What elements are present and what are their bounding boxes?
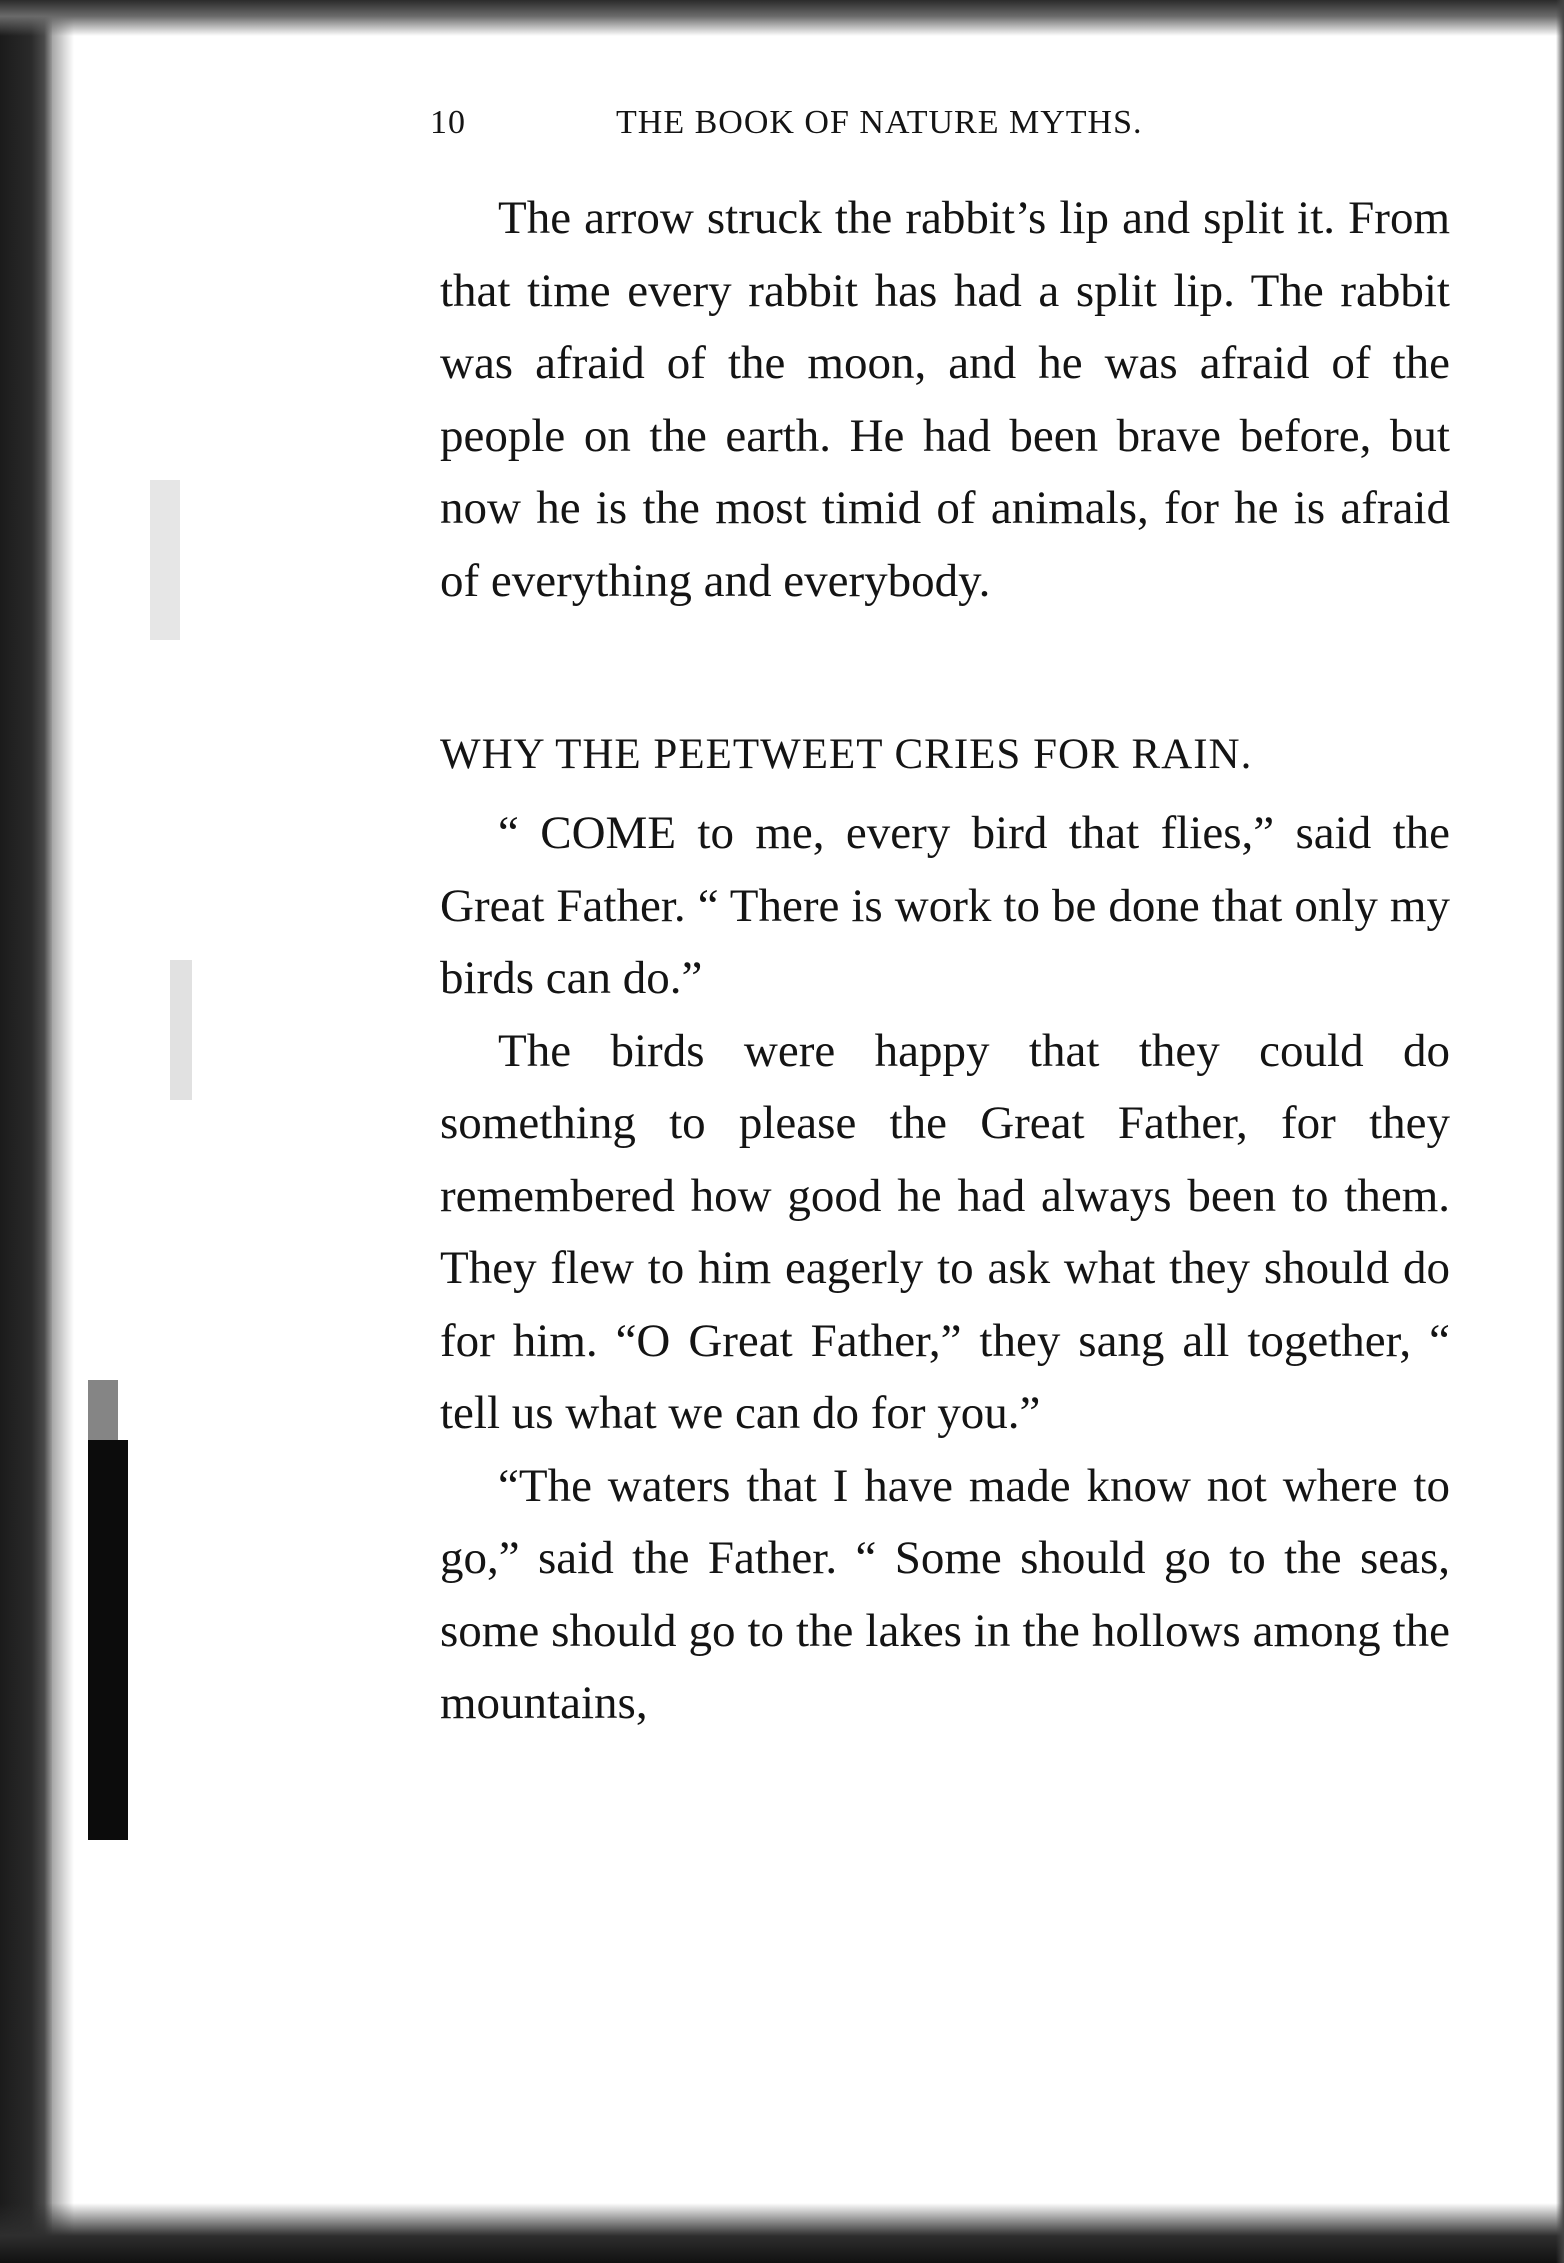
margin-ink-smudge [88, 1440, 128, 1840]
margin-ink-smudge [88, 1380, 118, 1440]
paragraph-rabbit-ending: The arrow struck the rabbit’s lip and split it. From that time every rabbit has had a split lip. The rabbit was afraid of the moon, and he was afraid of the people on the earth. He had been brave before, but now he is the most timid of animals, for he is afraid of everything and everybody. [440, 192, 1450, 607]
paragraph: “The waters that I have made know not where to go,” said the Father. “ Some should go to the seas, some should go to the lakes in the hollows among the mountains, [440, 1459, 1450, 1729]
margin-ink-smudge [150, 480, 180, 640]
running-title: THE BOOK OF NATURE MYTHS. [616, 104, 1143, 141]
paragraph: The birds were happy that they could do something to please the Great Father, for they remembered how good he had always been to them. They flew to him eagerly to ask what they should do for him. “O Great Father,” they sang all together, “ tell us what we can do for you.” [440, 1024, 1450, 1439]
page-number: 10 [430, 104, 466, 141]
page-header [430, 104, 1470, 156]
gutter-shadow [52, 0, 74, 2263]
paragraph: “ COME to me, every bird that flies,” said the Great Father. “ There is work to be done that only my birds can do.” [440, 807, 1450, 1004]
page-body [440, 182, 1450, 1740]
bottom-scan-edge [0, 2203, 1564, 2263]
right-scan-edge [1556, 0, 1564, 2263]
section-heading: WHY THE PEETWEET CRIES FOR RAIN. [440, 731, 1253, 778]
book-spine-shadow [0, 0, 52, 2263]
margin-ink-smudge [170, 960, 192, 1100]
top-scan-edge [0, 0, 1564, 36]
